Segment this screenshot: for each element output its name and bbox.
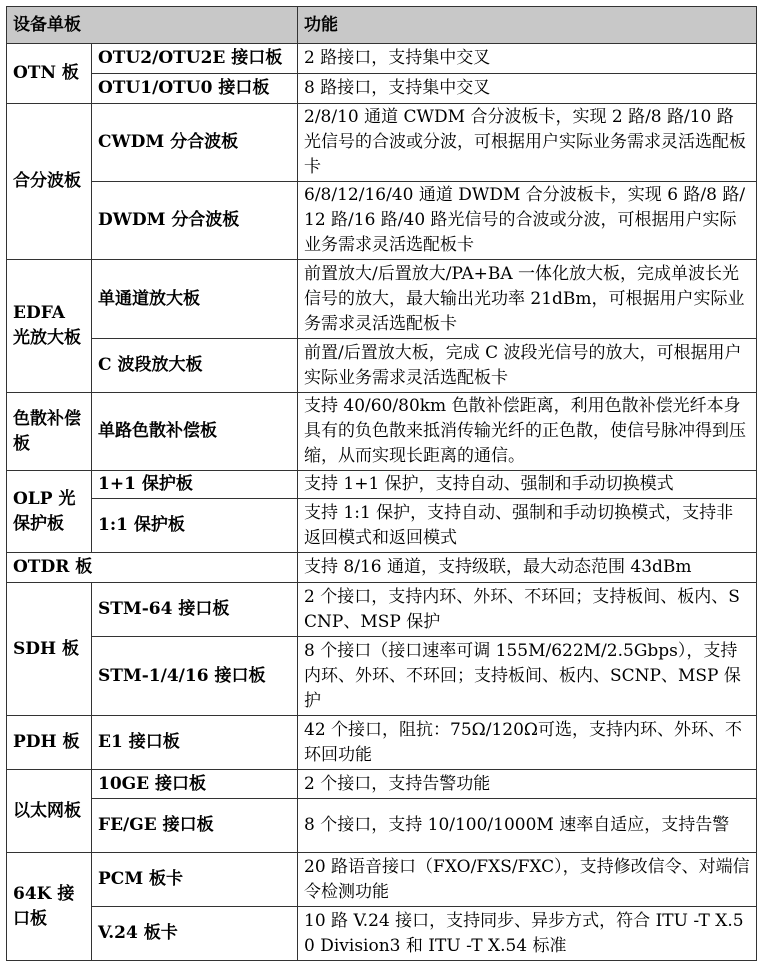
board-name: C 波段放大板 — [92, 339, 298, 393]
category-otn: OTN 板 — [7, 44, 92, 104]
header-device-board: 设备单板 — [7, 7, 298, 44]
board-name: 单通道放大板 — [92, 260, 298, 339]
table-row — [7, 74, 757, 104]
board-function: 10 路 V.24 接口，支持同步、异步方式，符合 ITU -T X.50 Division3 和 ITU -T X.54 标准 — [298, 907, 757, 961]
table-row — [7, 637, 757, 716]
table-row — [7, 799, 757, 853]
board-name: E1 接口板 — [92, 716, 298, 770]
board-name: CWDM 分合波板 — [92, 104, 298, 182]
board-function: 42 个接口，阻抗：75Ω/120Ω可选，支持内环、外环、不环回功能 — [298, 716, 757, 770]
table-row — [7, 104, 757, 182]
table-row — [7, 44, 757, 74]
table-row — [7, 393, 757, 471]
table-row — [7, 716, 757, 770]
board-function: 2 个接口，支持告警功能 — [298, 770, 757, 799]
table-row — [7, 770, 757, 799]
board-name: OTU1/OTU0 接口板 — [92, 74, 298, 104]
category-otdr: OTDR 板 — [7, 553, 298, 583]
board-function: 2/8/10 通道 CWDM 合分波板卡，实现 2 路/8 路/10 路光信号的合波或分波，可根据用户实际业务需求灵活选配板卡 — [298, 104, 757, 182]
category-ethernet: 以太网板 — [7, 770, 92, 853]
board-function: 前置/后置放大板，完成 C 波段光信号的放大，可根据用户实际业务需求灵活选配板卡 — [298, 339, 757, 393]
board-function: 支持 40/60/80km 色散补偿距离，利用色散补偿光纤本身具有的负色散来抵消传输光纤的正色散，使信号脉冲得到压缩，从而实现长距离的通信。 — [298, 393, 757, 471]
board-name: OTU2/OTU2E 接口板 — [92, 44, 298, 74]
table-row — [7, 583, 757, 637]
board-function: 支持 8/16 通道，支持级联，最大动态范围 43dBm — [298, 553, 757, 583]
category-edfa: EDFA 光放大板 — [7, 260, 92, 393]
category-olp: OLP 光保护板 — [7, 471, 92, 553]
category-sdh: SDH 板 — [7, 583, 92, 716]
table-row — [7, 182, 757, 260]
table-row — [7, 853, 757, 907]
board-function: 8 个接口（接口速率可调 155M/622M/2.5Gbps），支持内环、外环、不环回；支持板间、板内、SCNP、MSP 保护 — [298, 637, 757, 716]
board-function: 支持 1:1 保护，支持自动、强制和手动切换模式，支持非返回模式和返回模式 — [298, 499, 757, 553]
board-name: DWDM 分合波板 — [92, 182, 298, 260]
board-function: 前置放大/后置放大/PA+BA 一体化放大板，完成单波长光信号的放大，最大输出光功率 21dBm，可根据用户实际业务需求灵活选配板卡 — [298, 260, 757, 339]
board-function: 支持 1+1 保护，支持自动、强制和手动切换模式 — [298, 471, 757, 499]
table-header-row — [7, 7, 757, 44]
board-name: 1:1 保护板 — [92, 499, 298, 553]
table-row — [7, 907, 757, 961]
board-name: 10GE 接口板 — [92, 770, 298, 799]
board-name: 单路色散补偿板 — [92, 393, 298, 471]
board-name: 1+1 保护板 — [92, 471, 298, 499]
category-wdm: 合分波板 — [7, 104, 92, 260]
category-dcm: 色散补偿板 — [7, 393, 92, 471]
header-function: 功能 — [298, 7, 757, 44]
board-name: PCM 板卡 — [92, 853, 298, 907]
table-row — [7, 339, 757, 393]
board-function: 2 路接口，支持集中交叉 — [298, 44, 757, 74]
board-function: 8 路接口，支持集中交叉 — [298, 74, 757, 104]
board-name: V.24 板卡 — [92, 907, 298, 961]
board-function: 20 路语音接口（FXO/FXS/FXC），支持修改信令、对端信令检测功能 — [298, 853, 757, 907]
board-function: 2 个接口，支持内环、外环、不环回；支持板间、板内、SCNP、MSP 保护 — [298, 583, 757, 637]
board-function-table — [6, 6, 757, 961]
board-name: STM-64 接口板 — [92, 583, 298, 637]
category-pdh: PDH 板 — [7, 716, 92, 770]
table-row — [7, 499, 757, 553]
table-row — [7, 471, 757, 499]
board-function: 6/8/12/16/40 通道 DWDM 合分波板卡，实现 6 路/8 路/12 路/16 路/40 路光信号的合波或分波，可根据用户实际业务需求灵活选配板卡 — [298, 182, 757, 260]
table-row — [7, 260, 757, 339]
board-function: 8 个接口，支持 10/100/1000M 速率自适应，支持告警 — [298, 799, 757, 853]
table-row — [7, 553, 757, 583]
board-name: FE/GE 接口板 — [92, 799, 298, 853]
category-64k: 64K 接口板 — [7, 853, 92, 961]
board-name: STM-1/4/16 接口板 — [92, 637, 298, 716]
